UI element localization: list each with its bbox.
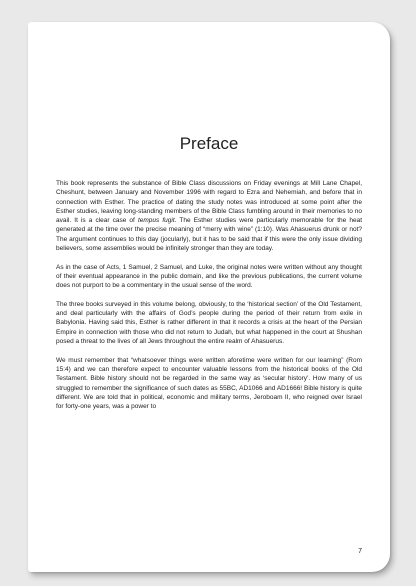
body-text — [56, 179, 362, 421]
paragraph-2: As in the case of Acts, 1 Samuel, 2 Samuel, and Luke, the original notes were written without any thought of their eventual appearance in the public domain, and like the previous publications, the current volume does not purport to be a commentary in the usual sense of the word. — [56, 263, 362, 290]
paragraph-1: This book represents the substance of Bible Class discussions on Friday evenings at Mill Lane Chapel, Cheshunt, between January and November 1996 with regard to Ezra and Nehemiah, and before that in connection with Esther. The practice of dating the study notes was introduced at some point after the Esther studies, leaving long-standing members of the Bible Class fumbling around in their memories to no avail. It is a clear case of tempus fugit. The Esther studies were particularly memorable for the heat generated at the time over the precise meaning of “merry with wine” (1:10). Was Ahasuerus drunk or not? The argument continues to this day (jocularly), but it has to be said that if this were the only issue dividing believers, some assemblies would be infinitely stronger than they are today. — [56, 180, 363, 253]
paragraph-3: The three books surveyed in this volume belong, obviously, to the ‘historical section’ of the Old Testament, and deal particularly with the affairs of God’s people during the period of their return from exile in Babylonia. Having said this, Esther is rather different in that it records a crisis at the heart of the Persian Empire in connection with those who did not return to Judah, but what happened in the court at Shushan posed a threat to the lives of all Jews throughout the entire realm of Ahasuerus. — [56, 300, 362, 346]
page-number: 7 — [358, 548, 362, 555]
page-title: Preface — [179, 134, 239, 153]
italic-phrase: tempus fugit — [137, 217, 175, 225]
book-page — [28, 22, 390, 572]
paragraph-4: We must remember that “whatsoever things were written aforetime were written for our learning” (Rom 15:4) and we can therefore expect to encounter valuable lessons from the historical books of the Old Testament. Bible history should not be regarded in the same way as ‘secular history’. How many of us struggled to remember the significance of such dates as 55BC, AD1066 and AD1666! Bible history is quite different. We are told that in political, economic and military terms, Jeroboam II, who reigned over Israel for forty-one years, was a power to — [56, 356, 362, 411]
